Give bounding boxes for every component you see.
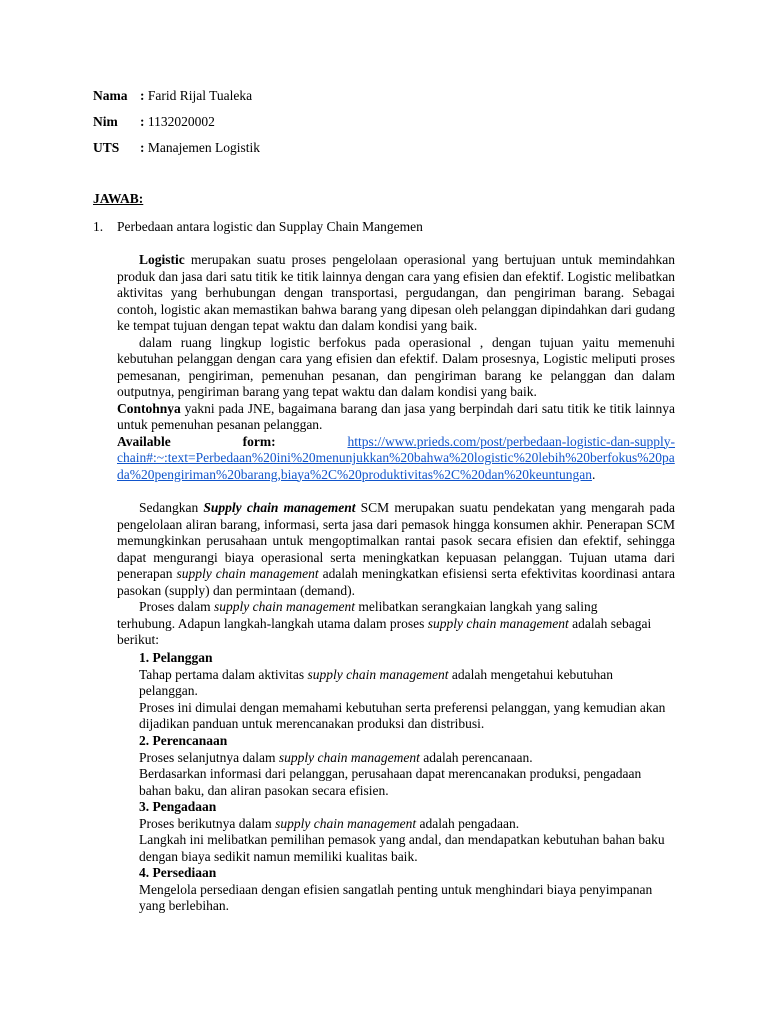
example-label: Contohnya [117,400,181,416]
scm-section [117,500,675,599]
uts-label: UTS [93,140,120,155]
logistic-paragraph-1 [117,252,675,335]
link-period: . [592,466,596,482]
available-label: Available [117,433,171,449]
uts-row [93,140,260,157]
step-pelanggan [139,650,675,733]
nama-label: Nama [93,88,128,103]
nim-row [93,114,215,131]
source-link-line-1[interactable]: https://www.prieds.com/post/perbedaan-logistic-dan-supply- [347,433,676,449]
uts-value: Manajemen Logistik [147,140,260,155]
scm-term-italic: supply chain management [176,566,319,581]
step-persediaan [139,865,675,915]
step-title: 1. Pelanggan [139,650,213,665]
nim-value: 1132020002 [147,114,215,129]
nama-row [93,88,252,105]
nim-colon: : [140,114,145,129]
question-number: 1. [93,219,104,234]
step-title: 3. Pengadaan [139,799,217,814]
available-form [117,434,675,484]
scm-term-italic-3: supply chain management [427,615,569,631]
step-title: 2. Perencanaan [139,733,228,748]
question-text: Perbedaan antara logistic dan Supplay Chain Mangemen [117,219,423,234]
logistic-section [117,252,675,483]
scm-paragraph-1: Sedangkan Supply chain management SCM merupakan suatu pendekatan yang mengarah pada pengelolaan aliran barang, informasi, serta jasa dari pemasok hingga konsumen akhir. Penerapan SCM memungkinkan perusahaan untuk mengoptimalkan rantai pasok secara efisien dan efektif, sehingga dapat mengurangi biaya operasional serta meningkatkan kepuasan pelanggan. Tujuan utama dari penerapan supply chain management adalah meningkatkan efisiensi serta efektivitas koordinasi antara pasokan (supply) dan permintaan (demand). [117,500,676,598]
step-line-2: Berdasarkan informasi dari pelanggan, perusahaan dapat merencanakan produksi, pengadaan bahan baku, dan aliran pasokan secara efisien. [139,766,642,798]
scm-term-italic-2: supply chain management [214,599,355,614]
question-1 [93,219,423,236]
logistic-example [117,401,675,434]
scm-paragraph-2-block [117,599,657,649]
nama-colon: : [140,88,145,103]
step-line-1: Mengelola persediaan dengan efisien sangatlah penting untuk menghindari biaya penyimpanan yang berlebihan. [139,881,653,913]
scm-term: Supply chain management [203,500,356,515]
logistic-p1-text: merupakan suatu proses pengelolaan operasional yang bertujuan untuk memindahkan produk dan jasa dari satu titik ke titik lainnya dengan cara yang efisien dan efektif. Logistic melibatkan aktivitas yang berhubungan dengan transportasi, pergudangan, dan pengiriman barang. Sebagai contoh, logistic akan memastikan bahwa barang yang dipesan oleh pelanggan dipindahkan dari gudang ke tempat tujuan dengan tepat waktu dan dalam kondisi yang baik. [117,252,675,333]
logistic-paragraph-2: dalam ruang lingkup logistic berfokus pada operasional , dengan tujuan yaitu memenuhi kebutuhan pelanggan dengan cara yang efisien dan efektif. Dalam prosesnya, Logistic meliputi proses pemesanan, pengiriman, pemenuhan pesanan, dan pengiriman barang ke pelanggan dan dalam outputnya, pengiriman barang yang tepat waktu dan dalam kondisi yang baik. [117,334,675,399]
step-pengadaan [139,799,675,865]
logistic-term: Logistic [139,252,185,267]
step-line-1: Proses berikutnya dalam supply chain management adalah pengadaan. [139,815,520,831]
scm-paragraph-2: Proses dalam supply chain management melibatkan serangkaian langkah yang saling terhubung. Adapun langkah-langkah utama dalam proses supply chain management adalah sebagai berikut: [117,599,652,647]
step-line-1: Proses selanjutnya dalam supply chain management adalah perencanaan. [139,749,533,765]
nama-value: Farid Rijal Tualeka [147,88,253,103]
nim-label: Nim [93,114,118,129]
step-perencanaan [139,733,675,799]
available-row [117,434,675,451]
source-link-continued[interactable]: chain#:~:text=Perbedaan%20ini%20menunjukkan%20bahwa%20logistic%20lebih%20berfokus%20pada%20pengiriman%20barang,biaya%2C%20produktivitas%2C%20dan%20keuntungan [117,450,675,482]
step-line-2: Langkah ini melibatkan pemilihan pemasok yang andal, dan mendapatkan kebutuhan bahan baku dengan biaya sedikit namun memiliki kualitas baik. [139,832,665,864]
step-line-2: Proses ini dimulai dengan memahami kebutuhan serta preferensi pelanggan, yang kemudian akan dijadikan panduan untuk merencanakan produksi dan distribusi. [139,699,666,731]
step-line-1: Tahap pertama dalam aktivitas supply chain management adalah mengetahui kebutuhan pelanggan. [139,666,614,698]
jawab-heading: JAWAB: [93,191,144,206]
form-label: form: [242,433,276,449]
step-title: 4. Persediaan [139,865,217,880]
uts-colon: : [140,140,145,155]
example-text: yakni pada JNE, bagaimana barang dan jasa yang berpindah dari satu titik ke titik lainnya untuk pemenuhan pesanan pelanggan. [117,400,675,432]
